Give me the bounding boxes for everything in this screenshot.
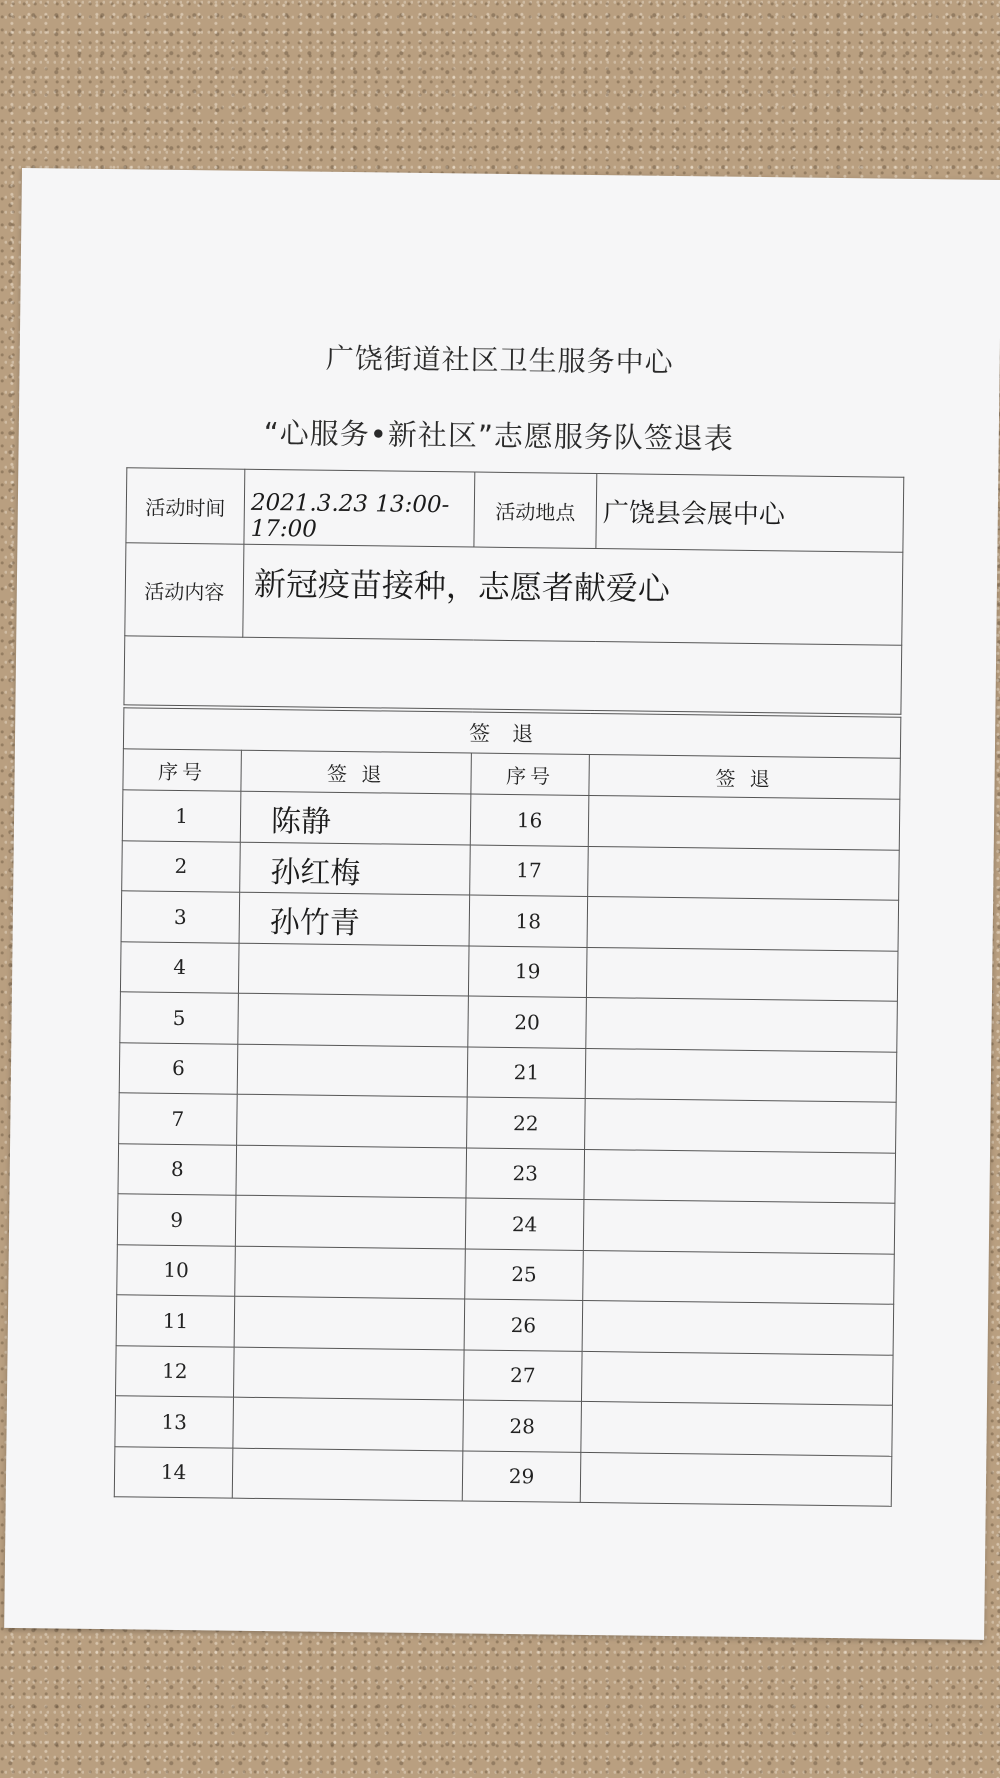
signature-cell <box>235 1195 466 1248</box>
row-number: 23 <box>466 1148 585 1200</box>
row-number: 4 <box>120 941 239 993</box>
row-number: 12 <box>116 1345 235 1397</box>
signature-cell <box>587 896 899 950</box>
row-number: 24 <box>465 1198 584 1250</box>
blank-row <box>124 636 902 714</box>
signature-cell <box>585 1048 897 1102</box>
signature-cell <box>233 1397 464 1450</box>
signature-cell <box>581 1351 893 1405</box>
row-number: 22 <box>467 1097 586 1149</box>
row-number: 8 <box>118 1143 237 1195</box>
content-value: 新冠疫苗接种，志愿者献爱心 <box>253 564 671 608</box>
signature-cell <box>586 947 898 1001</box>
time-label: 活动时间 <box>126 468 245 544</box>
table-row <box>114 1446 892 1506</box>
signature-cell <box>237 1044 468 1097</box>
place-label: 活动地点 <box>474 472 597 548</box>
sign-out-table <box>114 707 902 1506</box>
col-header-num-left: 序号 <box>123 749 241 791</box>
row-number: 7 <box>119 1093 238 1145</box>
col-header-sign-right: 签 退 <box>589 754 900 799</box>
row-number: 5 <box>120 992 239 1044</box>
col-header-num-right: 序号 <box>471 753 589 795</box>
signature-cell <box>232 1448 463 1501</box>
row-number: 25 <box>465 1248 584 1300</box>
row-number: 21 <box>467 1047 586 1099</box>
signature-cell <box>580 1452 892 1506</box>
signature: 陈静 <box>270 804 332 840</box>
section-header: 签退 <box>123 708 900 758</box>
signature-cell <box>240 842 471 895</box>
signature-cell <box>584 1149 896 1203</box>
content-value-cell <box>243 544 903 645</box>
row-number: 1 <box>122 790 241 842</box>
document-subtitle: “心服务•新社区”志愿服务队签退表 <box>263 415 735 456</box>
row-number: 28 <box>463 1400 582 1452</box>
row-number: 29 <box>462 1450 581 1502</box>
signature-cell <box>583 1250 895 1304</box>
time-value: 2021.3.23 13:00-17:00 <box>250 489 450 543</box>
signature-cell <box>586 997 898 1051</box>
signature-cell <box>581 1401 893 1455</box>
place-value-cell <box>596 474 904 553</box>
signature-cell <box>582 1300 894 1354</box>
row-number: 16 <box>470 794 589 846</box>
time-value-cell <box>244 469 475 547</box>
signature-cell <box>236 1145 467 1198</box>
signature-cell <box>234 1296 465 1349</box>
row-number: 3 <box>121 891 240 943</box>
row-number: 19 <box>468 946 587 998</box>
row-number: 14 <box>114 1446 233 1498</box>
row-number: 2 <box>122 840 241 892</box>
signature-cell <box>235 1246 466 1299</box>
signature-cell <box>238 943 469 996</box>
signature-cell <box>583 1199 895 1253</box>
row-number: 13 <box>115 1396 234 1448</box>
signature: 孙红梅 <box>270 854 361 891</box>
col-header-sign-left: 签 退 <box>241 750 471 794</box>
row-number: 10 <box>117 1244 236 1296</box>
row-number: 17 <box>470 845 589 897</box>
row-number: 6 <box>119 1042 238 1094</box>
signature-cell <box>233 1347 464 1400</box>
signature-cell <box>237 1094 468 1147</box>
signature-cell <box>239 892 470 945</box>
signature-cell <box>588 846 900 900</box>
content-label: 活动内容 <box>125 543 244 637</box>
place-value: 广饶县会展中心 <box>602 498 786 531</box>
sign-out-sheet <box>4 168 1000 1640</box>
signature-cell <box>588 795 900 849</box>
signature: 孙竹青 <box>269 905 361 942</box>
activity-info-table <box>123 467 904 714</box>
signature-cell <box>240 791 471 844</box>
row-number: 18 <box>469 895 588 947</box>
row-number: 9 <box>117 1194 236 1246</box>
row-number: 20 <box>468 996 587 1048</box>
row-number: 27 <box>463 1349 582 1401</box>
signature-cell <box>238 993 469 1046</box>
row-number: 11 <box>116 1295 235 1347</box>
document-title: 广饶街道社区卫生服务中心 <box>325 341 674 379</box>
row-number: 26 <box>464 1299 583 1351</box>
signature-cell <box>585 1098 897 1152</box>
